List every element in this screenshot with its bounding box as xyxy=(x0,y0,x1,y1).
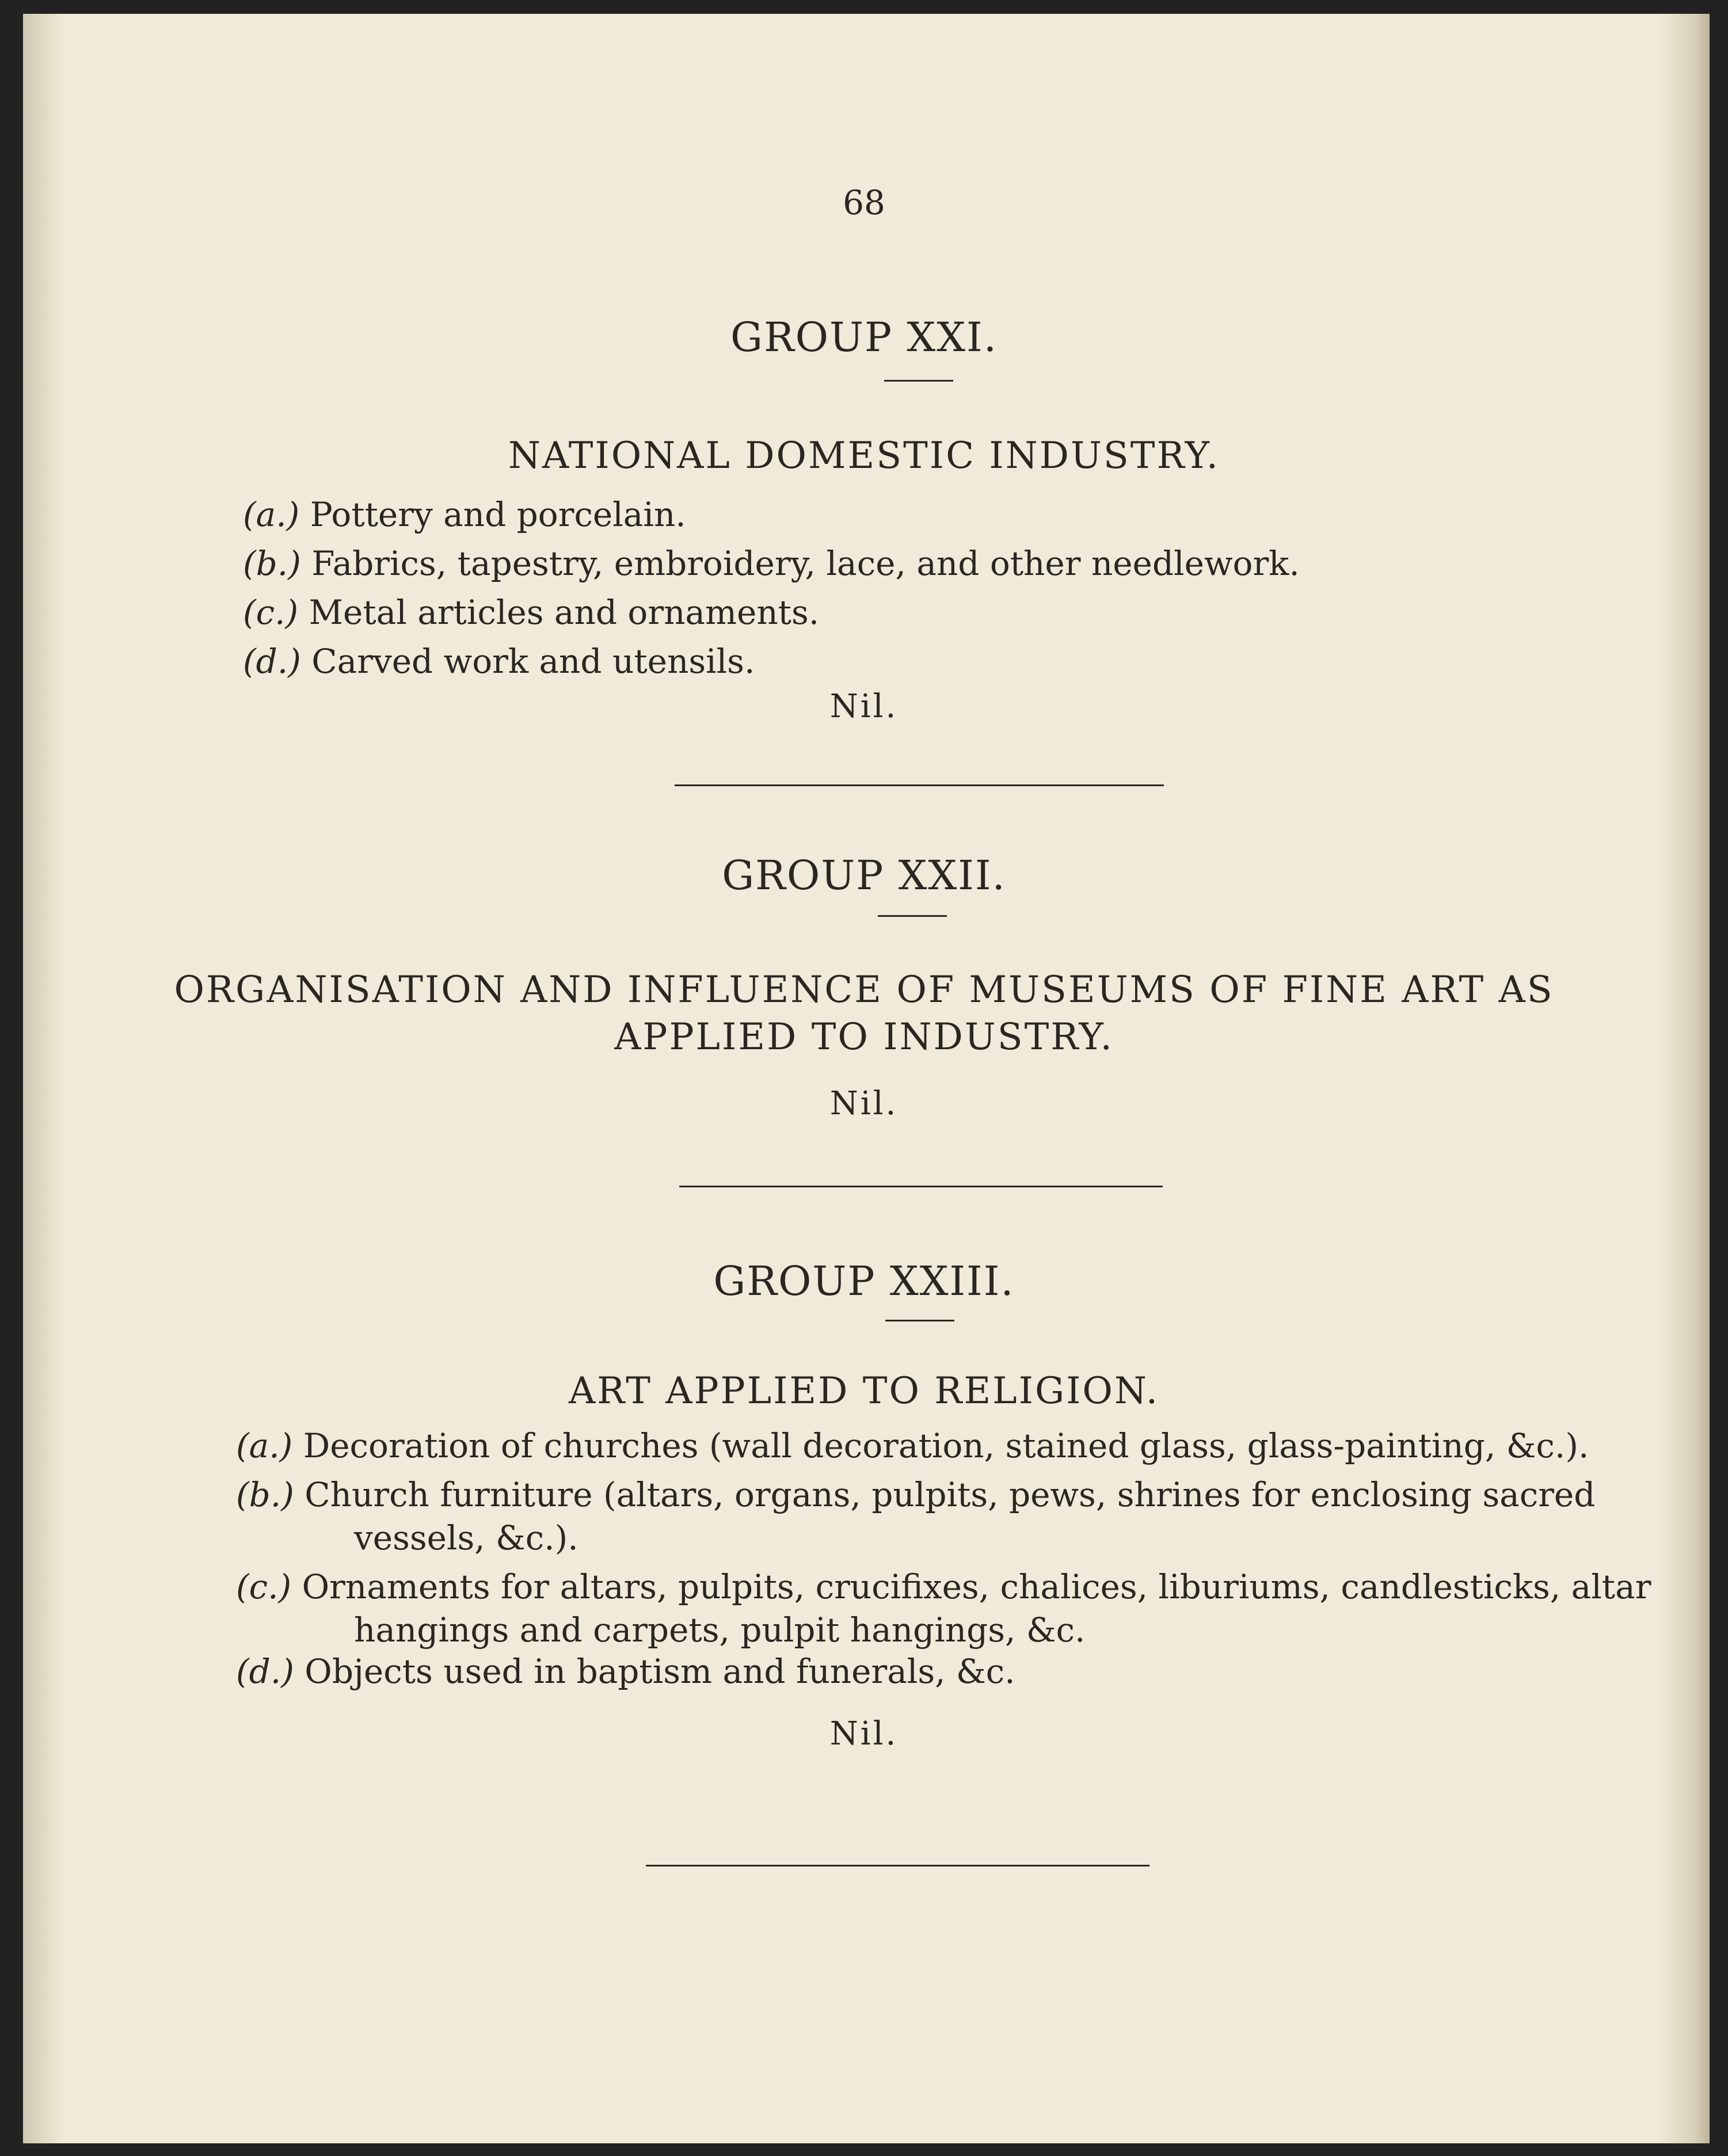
group-xxi-item-d xyxy=(243,642,755,681)
item-letter: (b.) xyxy=(236,1475,294,1514)
item-text: Ornaments for altars, pulpits, crucifixes, chalices, liburiums, candlesticks, altar xyxy=(302,1567,1651,1606)
group-xxii-title-line1: ORGANISATION AND INFLUENCE OF MUSEUMS OF FINE ART AS xyxy=(174,969,1554,1011)
item-text: Church furniture (altars, organs, pulpits, pews, shrines for enclosing sacred xyxy=(305,1475,1596,1514)
item-letter: (c.) xyxy=(243,593,299,632)
section-divider-rule xyxy=(679,1186,1163,1187)
group-xxii-heading: GROUP XXII. xyxy=(722,852,1006,899)
group-xxiii-item-b xyxy=(236,1475,1595,1514)
group-xxiii-item-c xyxy=(236,1567,1651,1606)
group-xxi-nil: Nil. xyxy=(829,688,899,725)
group-xxii-short-rule xyxy=(878,915,947,917)
group-xxi-short-rule xyxy=(884,380,953,382)
item-letter: (d.) xyxy=(236,1652,294,1691)
group-xxii-nil: Nil. xyxy=(829,1085,899,1122)
group-xxiii-item-b-cont: vessels, &c.). xyxy=(354,1518,578,1557)
item-letter: (a.) xyxy=(236,1426,293,1465)
item-text: Decoration of churches (wall decoration, stained glass, glass-painting, &c.). xyxy=(303,1426,1589,1465)
item-text: Metal articles and ornaments. xyxy=(309,593,820,632)
group-xxi-heading: GROUP XXI. xyxy=(730,314,998,361)
item-letter: (a.) xyxy=(243,495,300,534)
section-divider-rule xyxy=(675,784,1164,786)
group-xxii-title-line2: APPLIED TO INDUSTRY. xyxy=(614,1016,1114,1058)
group-xxiii-item-d xyxy=(236,1652,1015,1691)
item-letter: (d.) xyxy=(243,642,301,681)
page-number: 68 xyxy=(843,183,885,222)
group-xxi-title: NATIONAL DOMESTIC INDUSTRY. xyxy=(508,435,1220,477)
section-divider-rule xyxy=(646,1865,1150,1866)
group-xxi-item-a xyxy=(243,495,686,534)
group-xxi-item-b xyxy=(243,544,1300,583)
item-text: Carved work and utensils. xyxy=(311,642,755,681)
group-xxiii-nil: Nil. xyxy=(829,1715,899,1753)
group-xxiii-short-rule xyxy=(885,1320,954,1321)
group-xxi-item-c xyxy=(243,593,819,632)
item-letter: (c.) xyxy=(236,1567,292,1606)
group-xxiii-item-c-cont: hangings and carpets, pulpit hangings, &c. xyxy=(354,1610,1086,1650)
group-xxiii-heading: GROUP XXIII. xyxy=(713,1258,1015,1305)
group-xxiii-item-a xyxy=(236,1426,1589,1465)
item-letter: (b.) xyxy=(243,544,301,583)
group-xxiii-title: ART APPLIED TO RELIGION. xyxy=(568,1370,1160,1412)
item-text: Fabrics, tapestry, embroidery, lace, and other needlework. xyxy=(311,544,1300,583)
item-text: Objects used in baptism and funerals, &c. xyxy=(305,1652,1015,1691)
item-text: Pottery and porcelain. xyxy=(310,495,686,534)
